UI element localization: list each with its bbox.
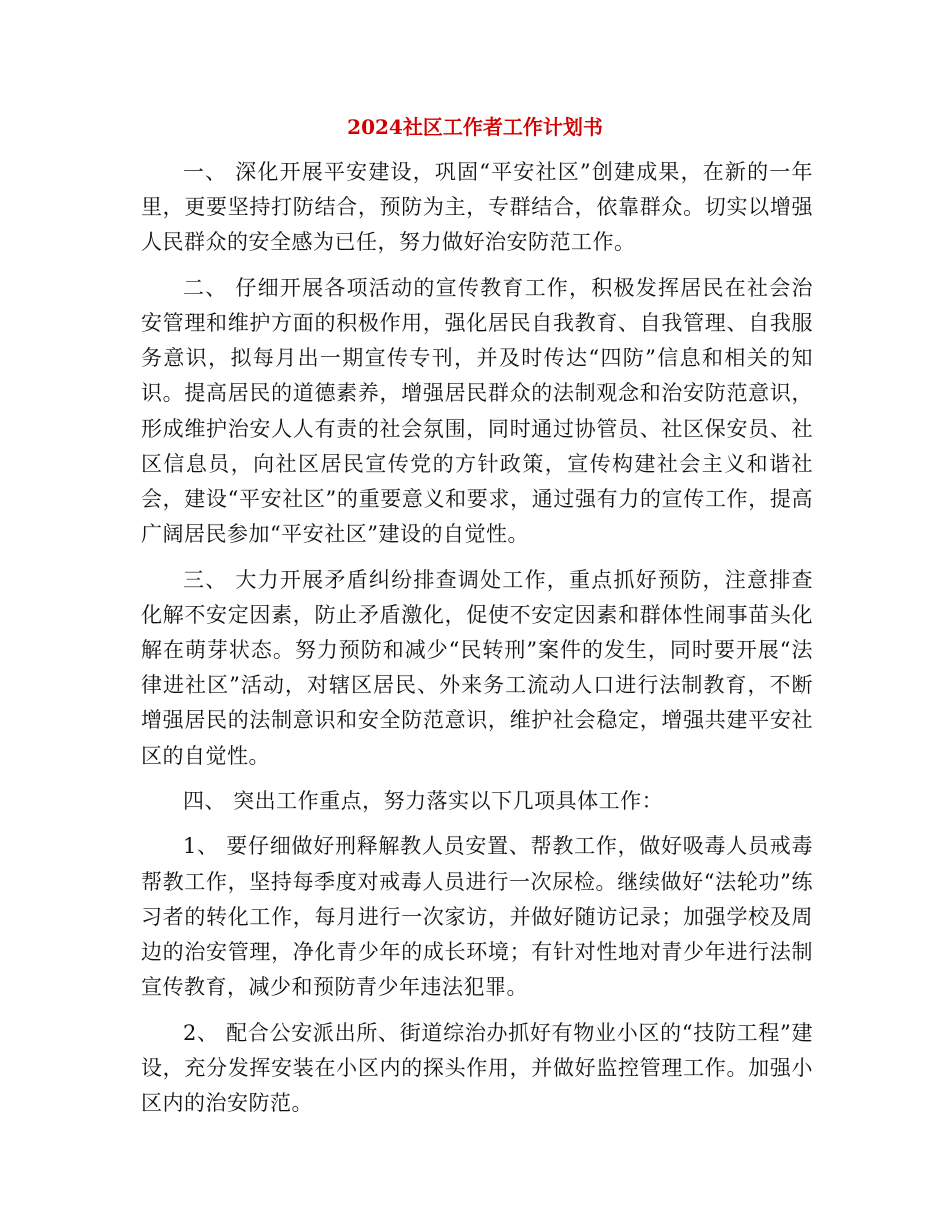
document-body <box>141 155 813 1131</box>
paragraph-6: 2、 配合公安派出所、街道综治办抓好有物业小区的“技防工程”建设，充分发挥安装在小区内的探头作用，并做好监控管理工作。加强小区内的治安防范。 <box>141 1020 813 1116</box>
paragraph-5: 1、 要仔细做好刑释解教人员安置、帮教工作，做好吸毒人员戒毒帮教工作，坚持每季度对戒毒人员进行一次尿检。继续做好“法轮功”练习者的转化工作，每月进行一次家访，并做好随访记录；加强学校及周边的治安管理，净化青少年的成长环境；有针对性地对青少年进行法制宣传教育，减少和预防青少年违法犯罪。 <box>141 834 813 1000</box>
paragraph-2: 二、 仔细开展各项活动的宣传教育工作，积极发挥居民在社会治安管理和维护方面的积极作用，强化居民自我教育、自我管理、自我服务意识，拟每月出一期宣传专刊，并及时传达“四防”信息和相关的知识。提高居民的道德素养，增强居民群众的法制观念和治安防范意识，形成维护治安人人有责的社会氛围，同时通过协管员、社区保安员、社区信息员，向社区居民宣传党的方针政策，宣传构建社会主义和谐社会，建设“平安社区”的重要意义和要求，通过强有力的宣传工作，提高广阔居民参加“平安社区”建设的自觉性。 <box>141 275 813 547</box>
paragraph-4: 四、 突出工作重点，努力落实以下几项具体工作： <box>183 789 664 814</box>
paragraph-3: 三、 大力开展矛盾纠纷排查调处工作，重点抓好预防，注意排查化解不安定因素，防止矛盾激化，促使不安定因素和群体性闹事苗头化解在萌芽状态。努力预防和减少“民转刑”案件的发生，同时要开展“法律进社区”活动，对辖区居民、外来务工流动人口进行法制教育，不断增强居民的法制意识和安全防范意识，维护社会稳定，增强共建平安社区的自觉性。 <box>141 567 813 768</box>
paragraph-1: 一、 深化开展平安建设，巩固“平安社区”创建成果，在新的一年里，更要坚持打防结合，预防为主，专群结合，依靠群众。切实以增强人民群众的安全感为已任，努力做好治安防范工作。 <box>141 160 813 255</box>
document-title: 2024社区工作者工作计划书 <box>347 115 603 139</box>
